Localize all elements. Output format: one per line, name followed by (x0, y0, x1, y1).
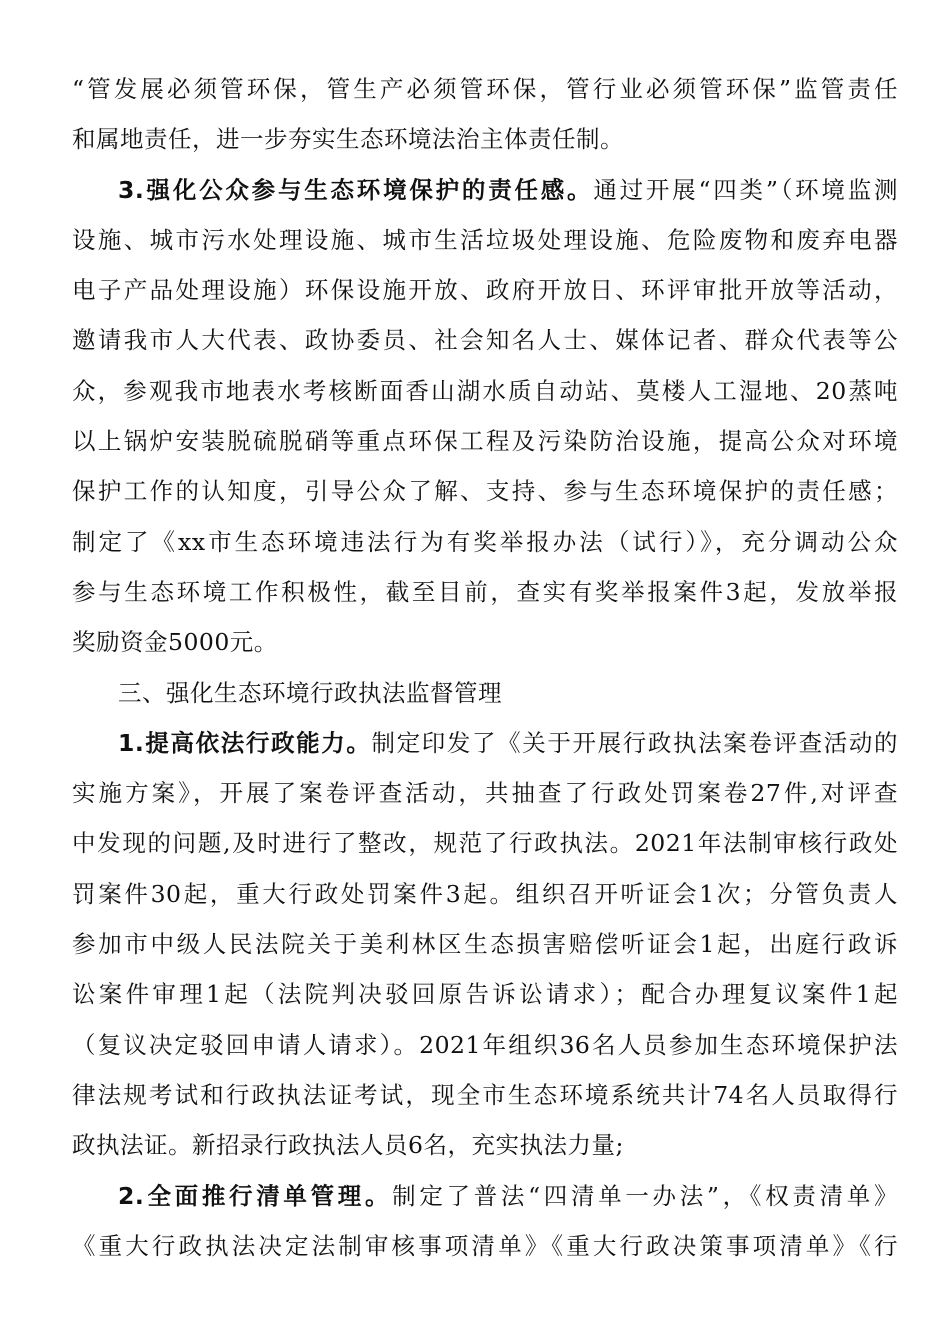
paragraph-line: 和属地责任，进一步夯实生态环境法治主体责任制。 (72, 125, 624, 154)
paragraph-line (72, 718, 898, 768)
subsection-heading: 3.强化公众参与生态环境保护的责任感。 (118, 175, 594, 204)
paragraph-line: 参与生态环境工作积极性，截至目前，查实有奖举报案件3起，发放举报 (72, 577, 898, 606)
paragraph-line (72, 1171, 898, 1221)
paragraph-line: 电子产品处理设施）环保设施开放、政府开放日、环评审批开放等活动， (72, 276, 898, 305)
paragraph-line (72, 165, 898, 215)
paragraph-line: 奖励资金5000元。 (72, 628, 278, 657)
paragraph-line: 邀请我市人大代表、政协委员、社会知名人士、媒体记者、群众代表等公 (72, 326, 898, 355)
paragraph-line: （复议决定驳回申请人请求）。2021年组织36名人员参加生态环境保护法 (72, 1030, 898, 1059)
subsection-heading: 2.全面推行清单管理。 (118, 1181, 393, 1210)
paragraph-line: 保护工作的认知度，引导公众了解、支持、参与生态环境保护的责任感； (72, 477, 898, 506)
paragraph-line: 设施、城市污水处理设施、城市生活垃圾处理设施、危险废物和废弃电器 (72, 225, 898, 254)
paragraph-line: 《重大行政执法决定法制审核事项清单》《重大行政决策事项清单》《行 (72, 1231, 898, 1260)
paragraph-text: 制定印发了《关于开展行政执法案卷评查活动的 (371, 728, 899, 757)
paragraph-line: 实施方案》，开展了案卷评查活动，共抽查了行政处罚案卷27件,对评查 (72, 779, 898, 808)
paragraph-line: 参加市中级人民法院关于美利林区生态损害赔偿听证会1起，出庭行政诉 (72, 930, 898, 959)
paragraph-line: 众，参观我市地表水考核断面香山湖水质自动站、莫楼人工湿地、20蒸吨 (72, 376, 898, 405)
paragraph-line: 政执法证。新招录行政执法人员6名，充实执法力量; (72, 1131, 624, 1160)
paragraph-text: 通过开展“四类”（环境监测 (593, 175, 898, 204)
paragraph-line: 律法规考试和行政执法证考试，现全市生态环境系统共计74名人员取得行 (72, 1080, 898, 1109)
paragraph-line: 讼案件审理1起（法院判决驳回原告诉讼请求）；配合办理复议案件1起 (72, 980, 898, 1009)
paragraph-line: 制定了《xx市生态环境违法行为有奖举报办法（试行）》，充分调动公众 (72, 527, 898, 556)
paragraph-line: 以上锅炉安装脱硫脱硝等重点环保工程及污染防治设施，提高公众对环境 (72, 427, 898, 456)
subsection-heading: 1.提高依法行政能力。 (118, 728, 372, 757)
paragraph-line: 中发现的问题,及时进行了整改，规范了行政执法。2021年法制审核行政处 (72, 829, 898, 858)
paragraph-line: “管发展必须管环保，管生产必须管环保，管行业必须管环保”监管责任 (72, 75, 898, 103)
paragraph-line: 罚案件30起，重大行政处罚案件3起。组织召开听证会1次；分管负责人 (72, 879, 898, 908)
document-page (72, 64, 898, 1271)
paragraph-text: 制定了普法“四清单一办法”，《权责清单》 (392, 1181, 898, 1210)
section-title: 三、强化生态环境行政执法监督管理 (118, 678, 502, 707)
